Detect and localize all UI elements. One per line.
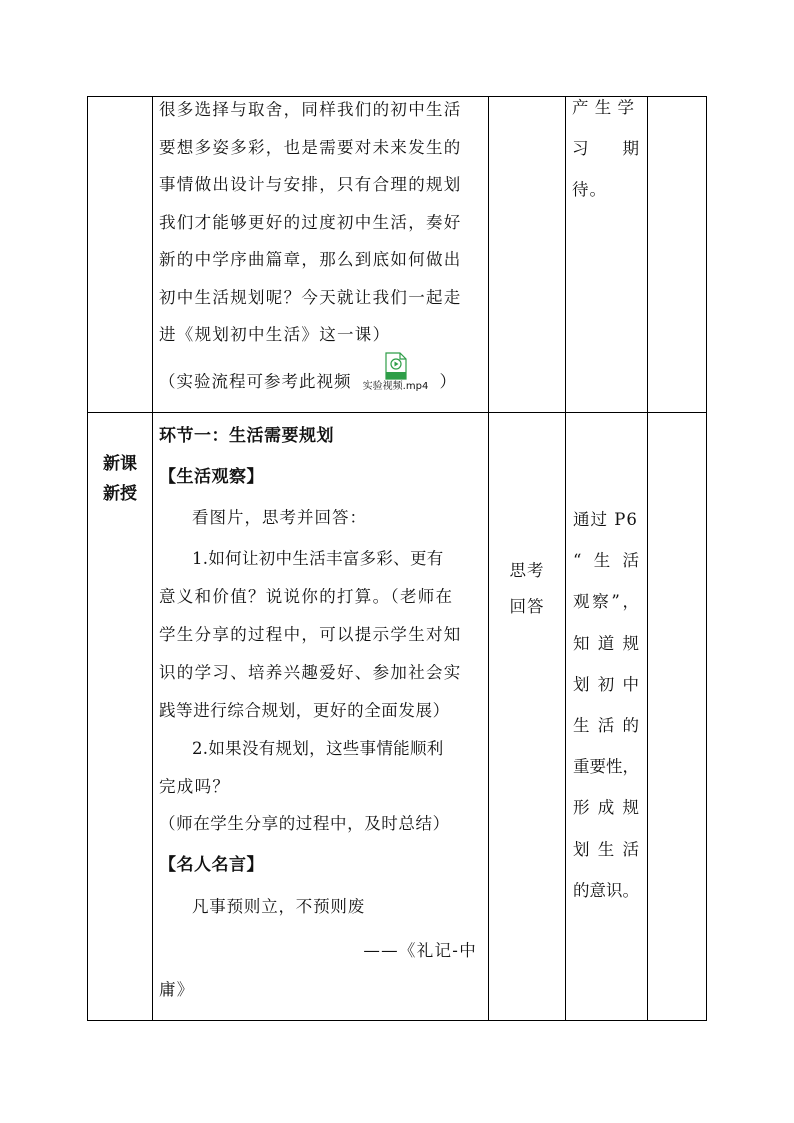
column-divider-1 <box>152 96 153 1021</box>
table-border-right <box>706 96 707 1021</box>
intro-purpose-cell <box>572 87 640 211</box>
video-reference-line <box>159 352 481 393</box>
new-lesson-content-cell <box>159 416 481 1008</box>
column-divider-4 <box>647 96 648 1021</box>
video-reference-prefix: （实验流程可参考此视频 <box>159 372 352 391</box>
intro-content-cell <box>159 91 481 354</box>
intro-line: 很多选择与取舍，同样我们的初中生活 <box>159 100 462 119</box>
famous-quote-heading: 【名人名言】 <box>159 854 264 875</box>
teacher-note: （师在学生分享的过程中，及时总结） <box>159 813 450 833</box>
purpose-line: 通过 P6 <box>573 510 638 529</box>
question-2 <box>159 730 481 806</box>
section-label-line: 新课 <box>103 454 137 474</box>
intro-line: 进《规划初中生活》这一课） <box>159 325 391 344</box>
purpose-line: 划初中 <box>573 674 639 694</box>
table-border-bottom <box>87 1020 707 1021</box>
question-1-line: 识的学习、培养兴趣爱好、参加社会实 <box>159 662 462 682</box>
purpose-line: 划生活 <box>573 839 639 859</box>
intro-line: 新的中学序曲篇章，那么到底如何做出 <box>159 250 462 269</box>
video-file-icon <box>385 352 407 380</box>
video-reference-suffix: ） <box>439 372 458 391</box>
purpose-line: 生活的 <box>573 716 639 736</box>
question-1-line: 意义和价值？说说你的打算。（老师在 <box>159 586 454 606</box>
student-activity-line: 思考 <box>509 561 545 580</box>
purpose-line: 的意识。 <box>573 880 639 900</box>
question-1-line: 践等进行综合规划，更好的全面发展） <box>159 700 450 720</box>
video-file-name: 实验视频.mp4 <box>362 381 429 392</box>
question-1-line: 学生分享的过程中，可以提示学生对知 <box>159 624 462 644</box>
intro-line: 我们才能够更好的过度初中生活，奏好 <box>159 212 462 232</box>
intro-line: 要想多姿多彩，也是需要对未来发生的 <box>159 137 462 157</box>
quote-source: ——《礼记-中 <box>363 941 477 960</box>
instruction-text: 看图片，思考并回答： <box>192 508 367 527</box>
question-1 <box>159 540 481 730</box>
question-2-line: 2.如果没有规划，这些事情能顺利 <box>192 738 444 758</box>
column-divider-3 <box>565 96 566 1021</box>
quote-source-continued: 庸》 <box>159 979 195 999</box>
purpose-line: 重要性， <box>573 757 639 777</box>
row-divider <box>87 412 707 413</box>
intro-line: 初中生活规划呢？今天就让我们一起走 <box>159 287 462 307</box>
link-one-heading: 环节一：生活需要规划 <box>159 426 334 446</box>
intro-line: 事情做出设计与安排，只有合理的规划 <box>159 175 462 194</box>
table-border-left <box>87 96 88 1021</box>
question-1-line: 1.如何让初中生活丰富多彩、更有 <box>192 548 444 568</box>
quote-text: 凡事预则立，不预则废 <box>192 896 365 916</box>
student-activity-cell <box>489 553 565 625</box>
intro-purpose-line: 习期待。 <box>572 139 640 200</box>
life-observation-heading: 【生活观察】 <box>159 467 264 487</box>
student-activity-line: 回答 <box>509 597 545 616</box>
purpose-line: “生活 <box>573 551 639 571</box>
section-label-new-lesson <box>88 449 152 509</box>
question-2-line: 完成吗？ <box>159 776 231 796</box>
purpose-line: 观察”， <box>573 592 639 612</box>
intro-purpose-line: 产生学 <box>572 98 640 117</box>
section-label-line: 新授 <box>103 484 137 504</box>
purpose-line: 知道规 <box>573 633 639 653</box>
new-lesson-purpose-cell <box>573 499 639 911</box>
video-file-attachment[interactable] <box>355 352 437 393</box>
purpose-line: 形成规 <box>573 798 639 818</box>
